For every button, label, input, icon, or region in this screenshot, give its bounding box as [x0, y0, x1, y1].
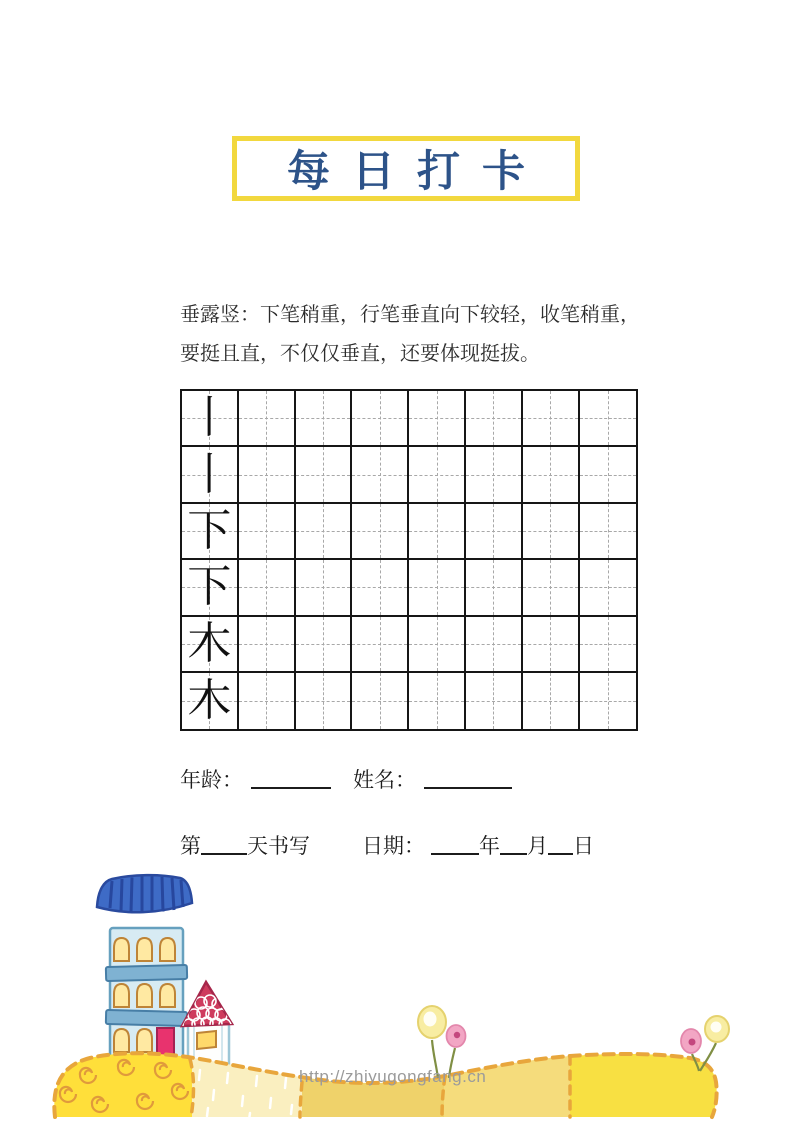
title-banner [232, 136, 580, 201]
instruction-text [180, 296, 660, 374]
grid-cell [296, 504, 353, 560]
grid-cell [580, 504, 637, 560]
grid-cell [239, 447, 296, 503]
grid-cell [580, 617, 637, 673]
month-blank-line [500, 835, 527, 855]
grid-cell [352, 504, 409, 560]
grid-cell [466, 447, 523, 503]
grid-cell [523, 617, 580, 673]
form-row-date [362, 830, 594, 860]
grid-cell [409, 391, 466, 447]
grid-cell [580, 447, 637, 503]
grid-cell [239, 391, 296, 447]
month-label: 月 [527, 834, 548, 858]
grid-cell-example [182, 673, 239, 729]
grid-cell [239, 560, 296, 616]
grid-cell [409, 504, 466, 560]
form-row-age-name [180, 764, 512, 794]
grid-cell [239, 504, 296, 560]
grid-cell [580, 560, 637, 616]
grid-cell [239, 617, 296, 673]
example-character: 木 [187, 675, 232, 727]
grid-cell [296, 673, 353, 729]
grid-cell [352, 447, 409, 503]
example-character: 木 [187, 617, 232, 669]
grid-cell [409, 617, 466, 673]
page-title: 每日打卡 [287, 147, 547, 197]
instruction-line-2: 要挺且直，不仅仅垂直，还要体现挺拔。 [180, 343, 540, 365]
day-prefix-label: 第 [180, 834, 201, 858]
form-row-day [180, 830, 310, 860]
practice-grid [180, 389, 638, 731]
grid-cell [296, 391, 353, 447]
example-character: 丨 [187, 448, 232, 500]
grid-cell [296, 560, 353, 616]
age-label: 年龄： [180, 768, 243, 792]
day-number-blank-line [201, 835, 247, 855]
example-character: 下 [187, 561, 232, 613]
grid-cell [352, 560, 409, 616]
grid-cell [466, 504, 523, 560]
grid-cell [523, 560, 580, 616]
day-blank-line [548, 835, 573, 855]
grid-cell-example [182, 391, 239, 447]
tall-house-illustration [97, 875, 192, 1062]
grid-cell [296, 447, 353, 503]
example-character: 丨 [187, 392, 232, 444]
grid-cell [352, 391, 409, 447]
grid-cell [523, 673, 580, 729]
grid-cell [409, 560, 466, 616]
grid-cell [580, 673, 637, 729]
year-blank-line [431, 835, 479, 855]
day-suffix-label: 天书写 [247, 834, 310, 858]
grid-cell [523, 504, 580, 560]
grid-cell-example [182, 504, 239, 560]
grid-cell [409, 447, 466, 503]
grid-cell [296, 617, 353, 673]
year-label: 年 [479, 834, 500, 858]
small-house-window [197, 1031, 216, 1049]
date-label: 日期： [362, 834, 425, 858]
grid-cell [239, 673, 296, 729]
day-label: 日 [573, 834, 594, 858]
name-label: 姓名： [353, 768, 416, 792]
instruction-line-1: 垂露竖：下笔稍重，行笔垂直向下较轻，收笔稍重， [180, 304, 640, 326]
grid-cell [523, 447, 580, 503]
grid-cell [466, 617, 523, 673]
grid-cell [466, 391, 523, 447]
footer-url: http://zhiyugongfang.cn [299, 1067, 487, 1086]
grid-cell [466, 560, 523, 616]
example-character: 下 [187, 504, 232, 556]
grid-cell-example [182, 447, 239, 503]
grid-cell [523, 391, 580, 447]
grid-cell [352, 673, 409, 729]
grid-cell-example [182, 617, 239, 673]
grid-cell [580, 391, 637, 447]
grid-cell [409, 673, 466, 729]
grid-cell [352, 617, 409, 673]
grid-cell [466, 673, 523, 729]
age-blank-line [251, 769, 331, 789]
name-blank-line [424, 769, 512, 789]
grid-cell-example [182, 560, 239, 616]
